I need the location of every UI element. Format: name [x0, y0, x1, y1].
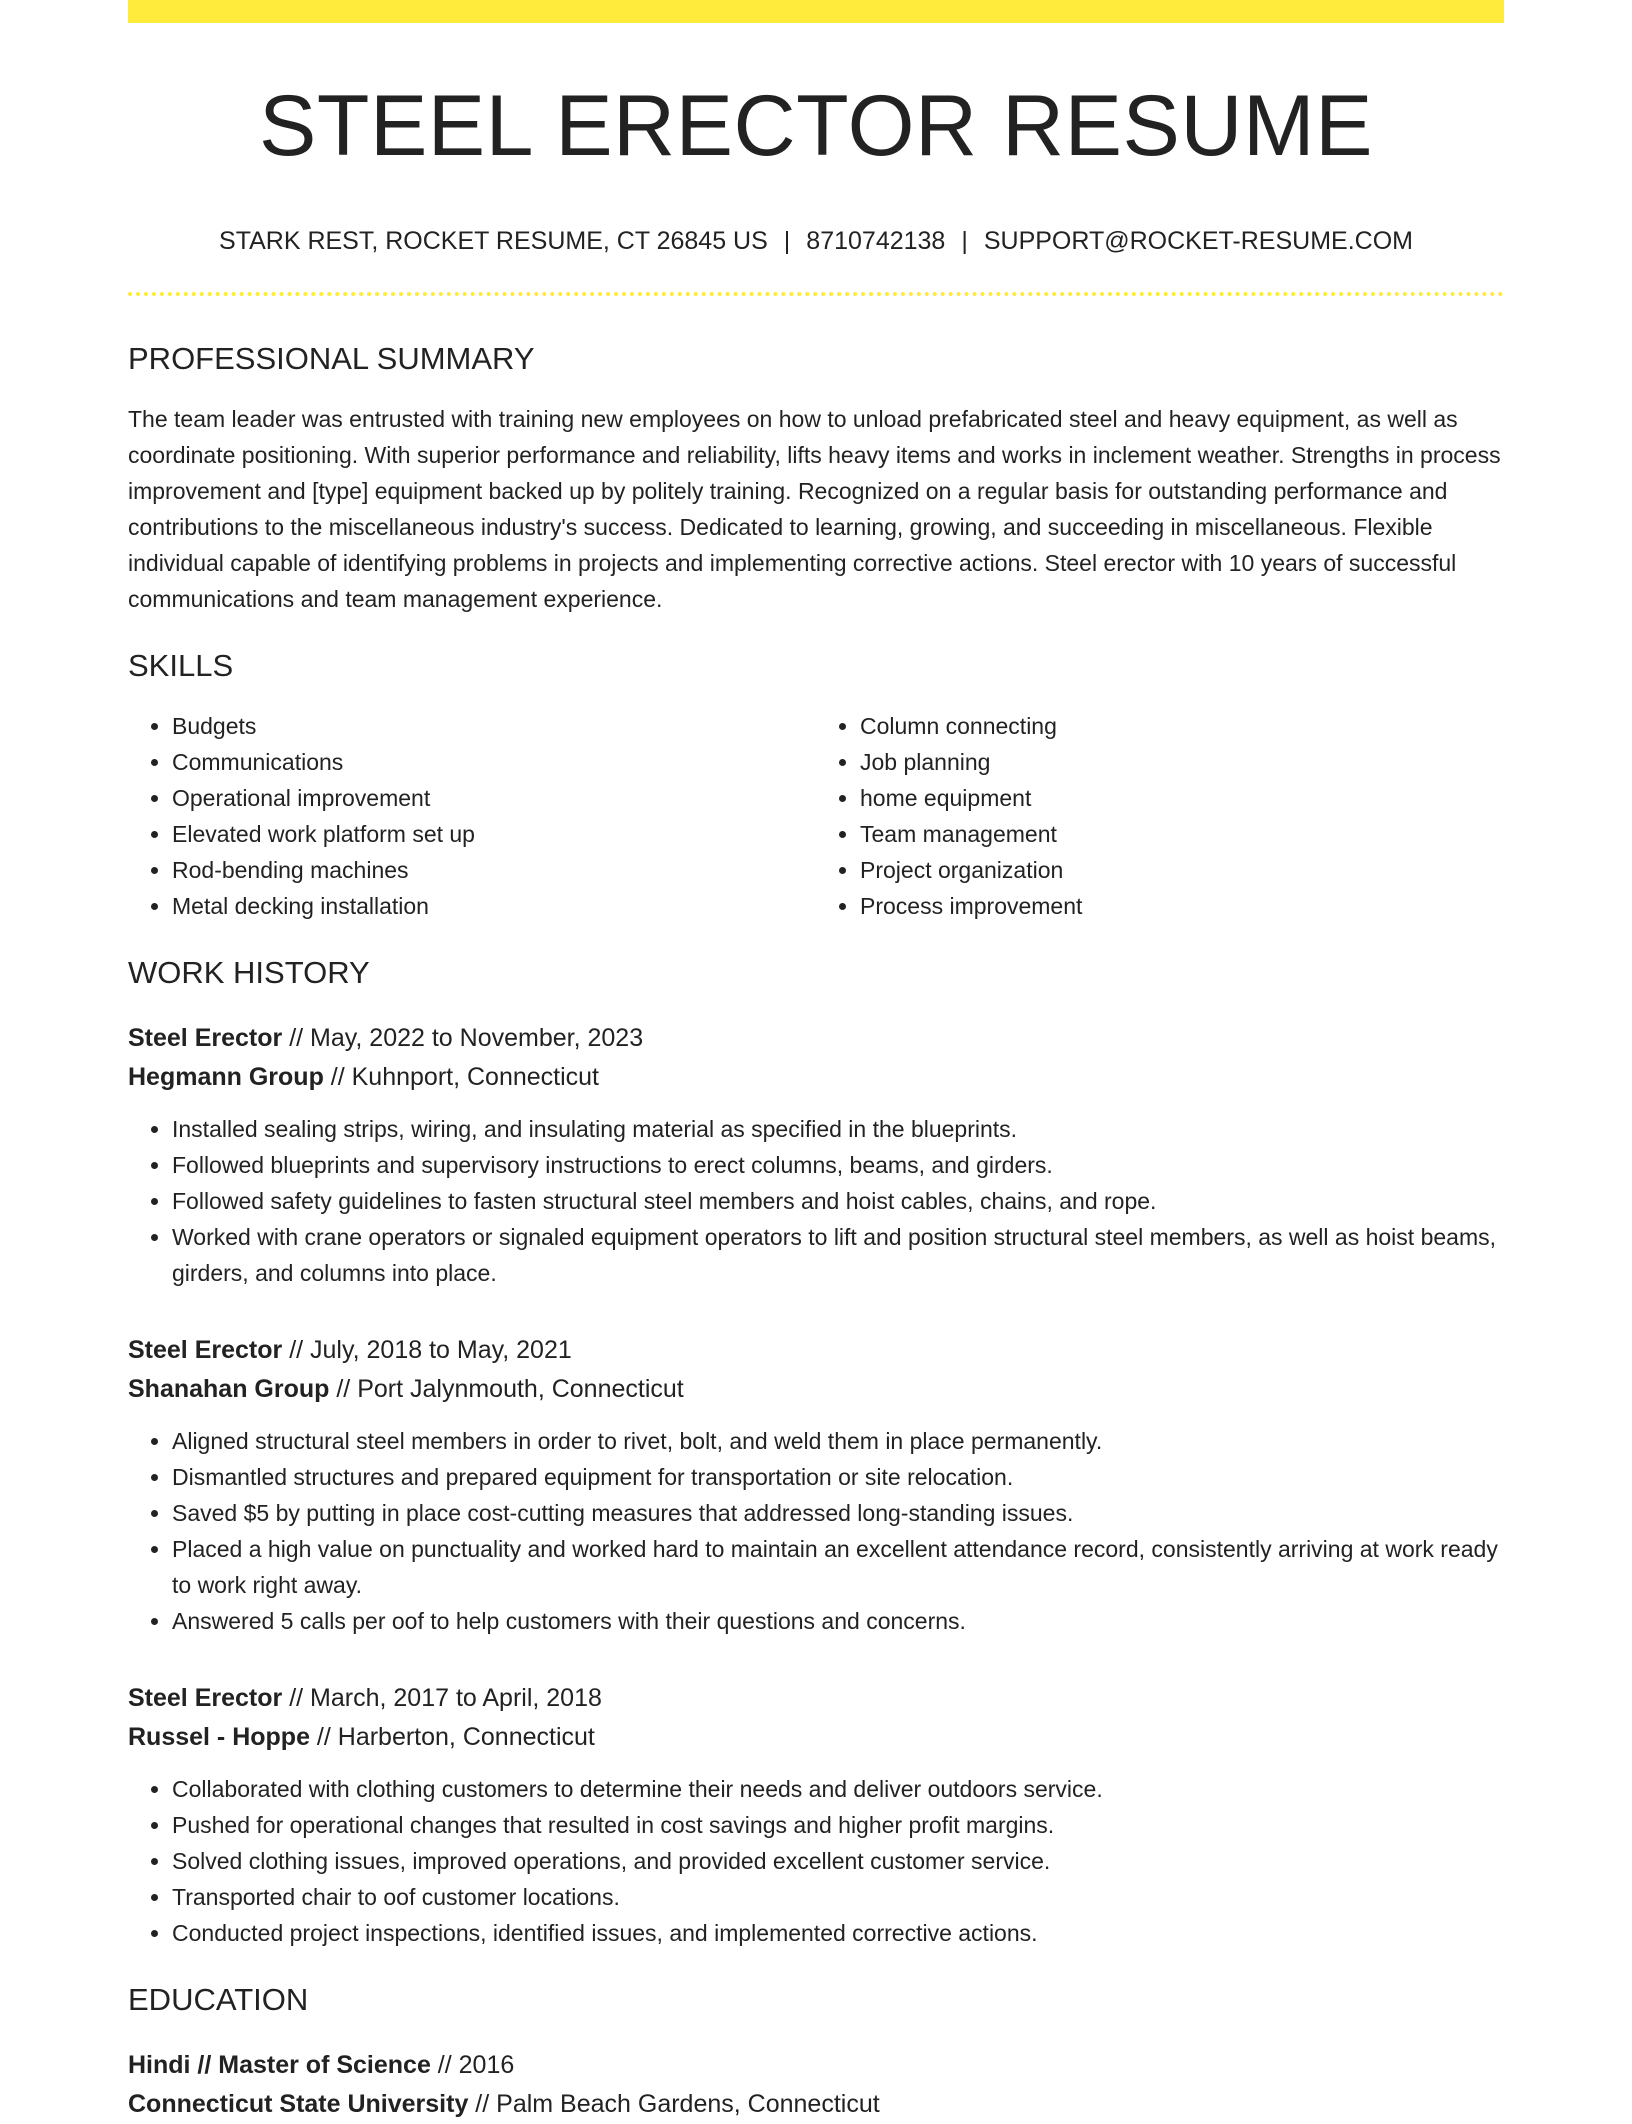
resume-title: STEEL ERECTOR RESUME [259, 78, 1373, 174]
education-entry [128, 2046, 1504, 2124]
job-dates: // May, 2022 to November, 2023 [282, 1024, 644, 1053]
job-entry [128, 1679, 1504, 1951]
job-title: Steel Erector [128, 1336, 283, 1365]
resume-page [128, 0, 1504, 2124]
job-title: Steel Erector [128, 1024, 283, 1053]
contact-email: SUPPORT@ROCKET-RESUME.COM [983, 226, 1413, 255]
job-bullet: • Dismantled structures and prepared equipment for transportation or site relocation. [172, 1459, 1504, 1495]
skill-item: • Rod-bending machines [172, 852, 816, 888]
job-company: Russel - Hoppe [128, 1723, 310, 1752]
job-bullet: • Installed sealing strips, wiring, and insulating material as specified in the blueprints. [172, 1111, 1504, 1147]
education-school: Connecticut State University [128, 2090, 469, 2119]
skill-item: • Budgets [172, 708, 816, 744]
summary-text: The team leader was entrusted with training new employees on how to unload prefabricated steel and heavy equipment, as well as coordinate positioning. With superior performance and reliability, lifts heavy items and works in inclement weather. Strengths in process improvement and [type] equipment backed up by politely training. Recognized on a regular basis for outstanding performance and contributions to the miscellaneous industry's success. Dedicated to learning, growing, and succeeding in miscellaneous. Flexible individual capable of identifying problems in projects and implementing corrective actions. Steel erector with 10 years of successful communications and team management experience. [128, 405, 1501, 612]
job-bullets [128, 1423, 1504, 1639]
job-bullet: • Transported chair to oof customer locations. [172, 1879, 1504, 1915]
job-bullets [128, 1771, 1504, 1951]
job-title-line [128, 1019, 1504, 1058]
skill-item: • Column connecting [860, 708, 1504, 744]
job-dates: // July, 2018 to May, 2021 [282, 1336, 572, 1365]
contact-line [128, 226, 1504, 256]
job-location: // Kuhnport, Connecticut [323, 1063, 600, 1092]
job-bullet: • Aligned structural steel members in order to rivet, bolt, and weld them in place permanently. [172, 1423, 1504, 1459]
job-dates: // March, 2017 to April, 2018 [282, 1684, 602, 1713]
job-bullet: • Worked with crane operators or signaled equipment operators to lift and position structural steel members, as well as hoist beams, girders, and columns into place. [172, 1219, 1504, 1291]
job-bullet: • Pushed for operational changes that resulted in cost savings and higher profit margins. [172, 1807, 1504, 1843]
summary-heading: PROFESSIONAL SUMMARY [128, 340, 535, 376]
skill-item: • Communications [172, 744, 816, 780]
job-location: // Harberton, Connecticut [309, 1723, 595, 1752]
skill-item: • Metal decking installation [172, 888, 816, 924]
job-bullet: • Solved clothing issues, improved operations, and provided excellent customer service. [172, 1843, 1504, 1879]
education-degree: Hindi // Master of Science [128, 2051, 431, 2080]
contact-address: STARK REST, ROCKET RESUME, CT 26845 US [219, 226, 768, 255]
skill-item: • Project organization [860, 852, 1504, 888]
job-bullet: • Saved $5 by putting in place cost-cutting measures that addressed long-standing issues. [172, 1495, 1504, 1531]
skills-column-right [816, 708, 1504, 924]
skills-column-left [128, 708, 816, 924]
job-bullet: • Placed a high value on punctuality and worked hard to maintain an excellent attendance record, consistently arriving at work ready to work right away. [172, 1531, 1504, 1603]
skill-item: • home equipment [860, 780, 1504, 816]
work-history-heading: WORK HISTORY [128, 954, 370, 990]
skill-item: • Process improvement [860, 888, 1504, 924]
job-bullet: • Answered 5 calls per oof to help customers with their questions and concerns. [172, 1603, 1504, 1639]
dotted-divider [128, 292, 1504, 296]
job-location: // Port Jalynmouth, Connecticut [329, 1375, 684, 1404]
job-title-line [128, 1679, 1504, 1718]
skill-item: • Team management [860, 816, 1504, 852]
top-accent-bar [128, 0, 1504, 23]
job-title: Steel Erector [128, 1684, 283, 1713]
job-bullet: • Followed blueprints and supervisory instructions to erect columns, beams, and girders. [172, 1147, 1504, 1183]
job-entry [128, 1019, 1504, 1291]
education-degree-line [128, 2046, 1504, 2085]
skill-item: • Job planning [860, 744, 1504, 780]
education-location: // Palm Beach Gardens, Connecticut [468, 2090, 880, 2119]
job-bullet: • Collaborated with clothing customers to determine their needs and deliver outdoors service. [172, 1771, 1504, 1807]
skill-item: • Elevated work platform set up [172, 816, 816, 852]
job-company-line [128, 1058, 1504, 1097]
job-bullet: • Followed safety guidelines to fasten structural steel members and hoist cables, chains, and rope. [172, 1183, 1504, 1219]
education-school-line [128, 2085, 1504, 2124]
skills-heading: SKILLS [128, 647, 234, 683]
job-company-line [128, 1370, 1504, 1409]
skills-list [128, 708, 1504, 924]
education-heading: EDUCATION [128, 1982, 309, 2018]
job-company-line [128, 1718, 1504, 1757]
education-year: // 2016 [430, 2051, 515, 2080]
job-company: Shanahan Group [128, 1375, 330, 1404]
job-title-line [128, 1331, 1504, 1370]
skill-item: • Operational improvement [172, 780, 816, 816]
job-bullets [128, 1111, 1504, 1291]
job-entry [128, 1331, 1504, 1639]
job-bullet: • Conducted project inspections, identified issues, and implemented corrective actions. [172, 1915, 1504, 1951]
contact-phone: 8710742138 [806, 226, 946, 255]
contact-separator: | [783, 226, 791, 255]
contact-separator: | [961, 226, 968, 255]
job-company: Hegmann Group [128, 1063, 324, 1092]
